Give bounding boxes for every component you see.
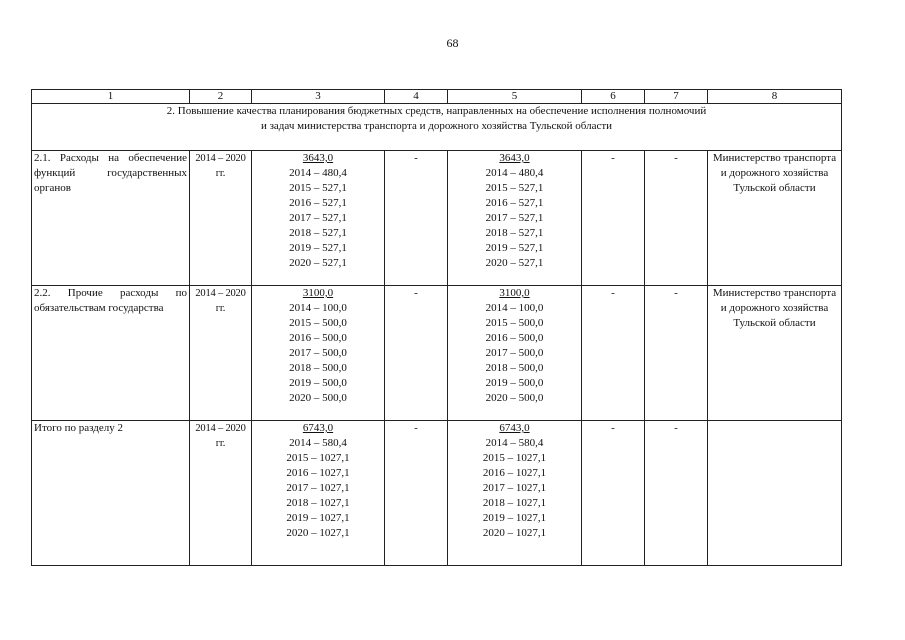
budget-table (31, 89, 842, 566)
column-number: 3 (252, 90, 385, 104)
amount-by-year: 2016 – 527,1 (485, 197, 544, 209)
amount-by-year: 2018 – 527,1 (485, 227, 544, 239)
column-6-cell (582, 421, 645, 566)
dash-value: - (674, 152, 678, 164)
page-number: 68 (446, 36, 459, 50)
amount-cell (448, 286, 582, 421)
dash-value: - (611, 422, 615, 434)
amount-by-year: 2019 – 1027,1 (482, 512, 547, 524)
amount-by-year: 2020 – 527,1 (485, 257, 544, 269)
amount-by-year: 2019 – 500,0 (289, 377, 347, 389)
amount-cell (252, 286, 385, 421)
amount-by-year: 2017 – 500,0 (485, 347, 544, 359)
period: 2014 – 2020 гг. (195, 423, 246, 449)
amount-by-year: 2017 – 1027,1 (482, 482, 547, 494)
dash-value: - (674, 287, 678, 299)
dash-value: - (611, 152, 615, 164)
amount-by-year: 2017 – 500,0 (289, 347, 347, 359)
amount-by-year: 2016 – 1027,1 (482, 467, 547, 479)
item-name: 2.2. Прочие расходы по обязательствам государства (34, 287, 187, 314)
column-number: 1 (32, 90, 190, 104)
period-cell (190, 421, 252, 566)
column-4-cell (385, 151, 448, 286)
item-name: 2.1. Расходы на обеспечение функций государственных органов (34, 152, 187, 194)
amount-by-year: 2018 – 527,1 (289, 227, 347, 239)
amount-by-year: 2019 – 500,0 (485, 377, 544, 389)
amount-by-year: 2016 – 527,1 (289, 197, 347, 209)
column-number: 7 (645, 90, 708, 104)
column-4-cell (385, 421, 448, 566)
amount-by-year: 2017 – 527,1 (289, 212, 347, 224)
amount-by-year: 2018 – 1027,1 (482, 497, 547, 509)
column-7-cell (645, 286, 708, 421)
amount-total: 6743,0 (499, 422, 530, 434)
responsible-executor: Министерство транспорта и дорожного хозяйства Тульской области (712, 287, 837, 329)
column-4-cell (385, 286, 448, 421)
amount-total: 3643,0 (499, 152, 530, 164)
item-name: Итого по разделу 2 (34, 422, 123, 434)
total-row (32, 421, 842, 566)
column-number: 5 (448, 90, 582, 104)
amount-by-year: 2018 – 1027,1 (286, 497, 350, 509)
amount-by-year: 2020 – 500,0 (485, 392, 544, 404)
amount-total: 3100,0 (499, 287, 530, 299)
responsible-executor-cell (708, 151, 842, 286)
dash-value: - (414, 152, 418, 164)
amount-by-year: 2017 – 527,1 (485, 212, 544, 224)
amount-by-year: 2015 – 527,1 (485, 182, 544, 194)
amount-by-year: 2016 – 500,0 (289, 332, 347, 344)
dash-value: - (611, 287, 615, 299)
section-title (32, 104, 842, 151)
period-cell (190, 151, 252, 286)
amount-by-year: 2015 – 500,0 (289, 317, 347, 329)
amount-by-year: 2019 – 527,1 (289, 242, 347, 254)
amount-by-year: 2020 – 1027,1 (286, 527, 350, 539)
column-number: 2 (190, 90, 252, 104)
amount-by-year: 2014 – 480,4 (289, 167, 347, 179)
amount-by-year: 2017 – 1027,1 (286, 482, 350, 494)
column-7-cell (645, 151, 708, 286)
dash-value: - (414, 422, 418, 434)
amount-total: 6743,0 (302, 422, 334, 434)
section-title-row (32, 104, 842, 151)
amount-by-year: 2014 – 480,4 (485, 167, 544, 179)
amount-total: 3100,0 (302, 287, 334, 299)
amount-by-year: 2014 – 580,4 (485, 437, 544, 449)
period-cell (190, 286, 252, 421)
amount-by-year: 2015 – 527,1 (289, 182, 347, 194)
column-number: 6 (582, 90, 645, 104)
dash-value: - (414, 287, 418, 299)
amount-by-year: 2020 – 1027,1 (482, 527, 547, 539)
column-6-cell (582, 286, 645, 421)
amount-by-year: 2015 – 1027,1 (286, 452, 350, 464)
amount-by-year: 2020 – 500,0 (289, 392, 347, 404)
item-name-cell (32, 286, 190, 421)
amount-total: 3643,0 (302, 152, 334, 164)
column-number: 4 (385, 90, 448, 104)
amount-by-year: 2014 – 580,4 (289, 437, 347, 449)
section-title-line: 2. Повышение качества планирования бюджетных средств, направленных на обеспечение исполнения полномочий (166, 105, 707, 117)
responsible-executor: Министерство транспорта и дорожного хозяйства Тульской области (712, 152, 837, 194)
item-name-cell (32, 421, 190, 566)
amount-cell (448, 151, 582, 286)
amount-by-year: 2018 – 500,0 (289, 362, 347, 374)
amount-by-year: 2015 – 1027,1 (482, 452, 547, 464)
responsible-executor-cell (708, 421, 842, 566)
amount-by-year: 2019 – 1027,1 (286, 512, 350, 524)
amount-cell (252, 151, 385, 286)
dash-value: - (674, 422, 678, 434)
column-number-row (32, 90, 842, 104)
column-number: 8 (708, 90, 842, 104)
amount-by-year: 2014 – 100,0 (289, 302, 347, 314)
amount-by-year: 2019 – 527,1 (485, 242, 544, 254)
amount-by-year: 2015 – 500,0 (485, 317, 544, 329)
amount-by-year: 2016 – 1027,1 (286, 467, 350, 479)
period: 2014 – 2020 гг. (195, 153, 246, 179)
amount-by-year: 2020 – 527,1 (289, 257, 347, 269)
amount-by-year: 2018 – 500,0 (485, 362, 544, 374)
column-7-cell (645, 421, 708, 566)
period: 2014 – 2020 гг. (195, 288, 246, 314)
section-title-line: и задач министерства транспорта и дорожного хозяйства Тульской области (260, 120, 613, 132)
table-row (32, 286, 842, 421)
amount-by-year: 2014 – 100,0 (485, 302, 544, 314)
amount-cell (448, 421, 582, 566)
amount-by-year: 2016 – 500,0 (485, 332, 544, 344)
item-name-cell (32, 151, 190, 286)
amount-cell (252, 421, 385, 566)
column-6-cell (582, 151, 645, 286)
table-row (32, 151, 842, 286)
responsible-executor-cell (708, 286, 842, 421)
